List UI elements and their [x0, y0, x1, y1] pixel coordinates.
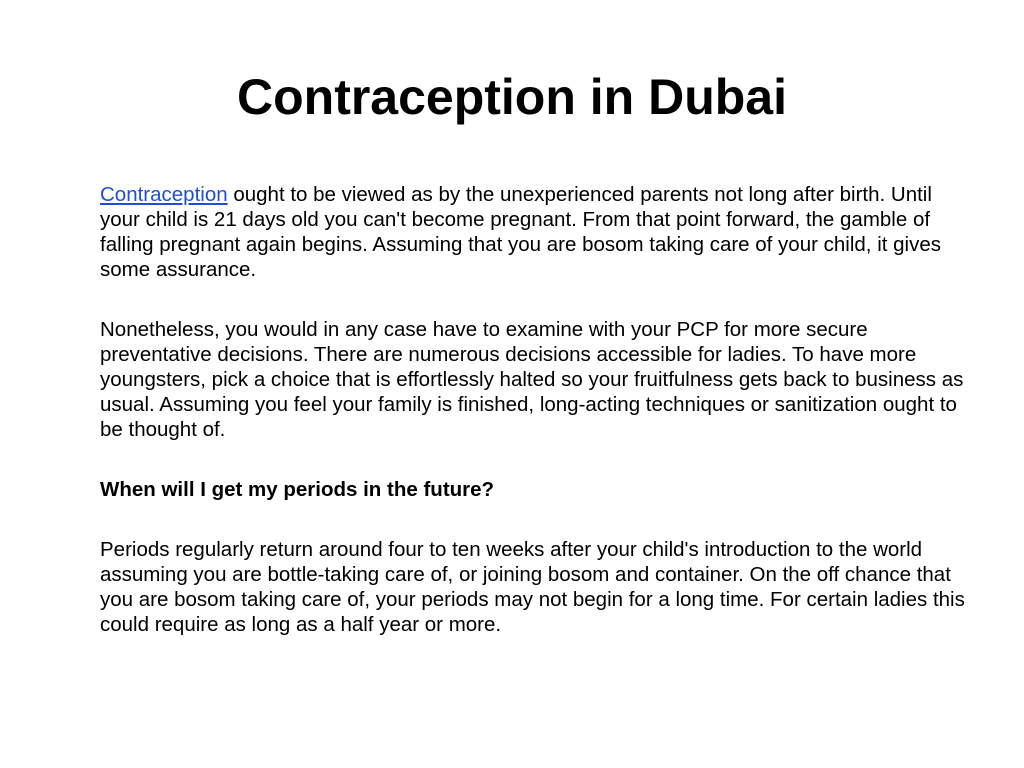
- paragraph-intro-text: ought to be viewed as by the unexperienced parents not long after birth. Until your child is 21 days old you can't become pregnant. From that point forward, the gamble of falling pregnant again begins. Assuming that you are bosom taking care of your child, it gives some assurance.: [100, 183, 941, 281]
- paragraph-consult: Nonetheless, you would in any case have to examine with your PCP for more secure preventative decisions. There are numerous decisions accessible for ladies. To have more youngsters, pick a choice that is effortlessly halted so your fruitfulness gets back to business as usual. Assuming you feel your family is finished, long-acting techniques or sanitization ought to be thought of.: [100, 318, 964, 441]
- slide-body: [100, 182, 968, 672]
- paragraph-intro: [100, 182, 968, 282]
- page-title: Contraception in Dubai: [237, 69, 787, 125]
- question-heading: When will I get my periods in the future?: [100, 478, 495, 501]
- contraception-link[interactable]: Contraception: [100, 183, 228, 206]
- paragraph-periods: Periods regularly return around four to ten weeks after your child's introduction to the world assuming you are bottle-taking care of, or joining bosom and container. On the off chance that you are bosom taking care of, your periods may not begin for a long time. For certain ladies this could require as long as a half year or more.: [100, 538, 965, 636]
